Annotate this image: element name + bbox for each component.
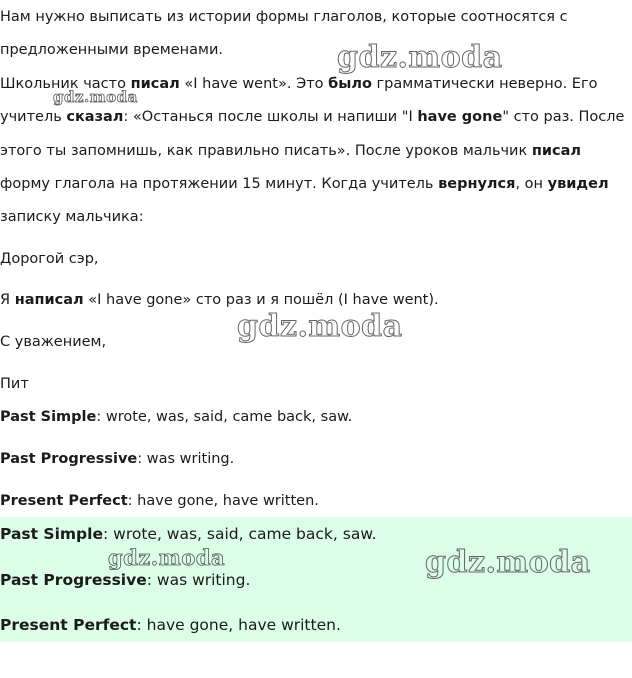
answer-separator: : [137,451,147,467]
text-segment: : «Останься после школы и напиши "I [123,109,418,125]
answer-past-progressive-highlighted [0,570,250,590]
tense-label: Present Perfect [0,616,137,634]
letter-body [0,290,439,310]
tense-label: Past Progressive [0,451,138,467]
answer-present-perfect-highlighted [0,615,341,635]
answer-text: have gone, have written. [137,493,319,509]
text-segment: " сто раз. После [502,109,625,125]
answer-text: wrote, was, said, came back, saw. [113,525,377,543]
text-segment: «I have gone» сто раз и я пошёл (I have went). [83,292,439,308]
text-segment: форму глагола на протяжении 15 минут. Когда учитель [0,176,439,192]
answer-separator: : [96,409,106,425]
watermark-logo: gdz.moda [425,545,591,580]
verb-highlight: писал [130,76,180,92]
verb-highlight: написал [14,292,84,308]
tense-label: Past Progressive [0,571,147,589]
text-segment: учитель [0,109,67,125]
text-segment: этого ты запомнишь, как правильно писать». После уроков мальчик [0,143,532,159]
verb-highlight: увидел [547,176,609,192]
text-line-6 [0,174,609,194]
letter-closing: С уважением, [0,334,107,350]
text-line-7: записку мальчика: [0,209,144,225]
letter-greeting: Дорогой сэр, [0,251,99,267]
text-line-1: Нам нужно выписать из истории формы глаголов, которые соотносятся с [0,9,568,25]
answer-separator: : [127,493,138,509]
text-line-2: предложенными временами. [0,42,224,58]
verb-highlight: have gone [417,109,503,125]
answer-separator: : [146,571,157,589]
watermark-logo: gdz.moda [237,309,403,344]
answer-past-progressive [0,449,234,469]
answer-text: was writing. [156,571,251,589]
answer-past-simple [0,407,352,427]
answer-separator: : [102,525,114,543]
watermark-logo: gdz.moda [337,40,503,75]
text-segment: грамматически неверно. Его [371,76,598,92]
answer-text: have gone, have written. [146,616,341,634]
verb-highlight: сказал [66,109,124,125]
text-segment: , он [515,176,548,192]
answer-text: was writing. [146,451,235,467]
text-line-5 [0,141,581,161]
watermark-logo: gdz.moda [53,88,138,106]
answer-past-simple-highlighted [0,524,377,544]
verb-highlight: было [328,76,372,92]
answer-separator: : [136,616,147,634]
text-segment: Я [0,292,15,308]
text-segment: Школьник часто [0,76,131,92]
text-segment: «I have went». Это [179,76,329,92]
text-line-4 [0,107,624,127]
verb-highlight: вернулся [438,176,516,192]
answer-present-perfect [0,491,319,511]
letter-signature: Пит [0,376,29,392]
watermark-logo: gdz.moda [108,545,226,570]
tense-label: Past Simple [0,525,103,543]
tense-label: Past Simple [0,409,97,425]
answer-text: wrote, was, said, came back, saw. [105,409,353,425]
verb-highlight: писал [531,143,582,159]
tense-label: Present Perfect [0,493,128,509]
